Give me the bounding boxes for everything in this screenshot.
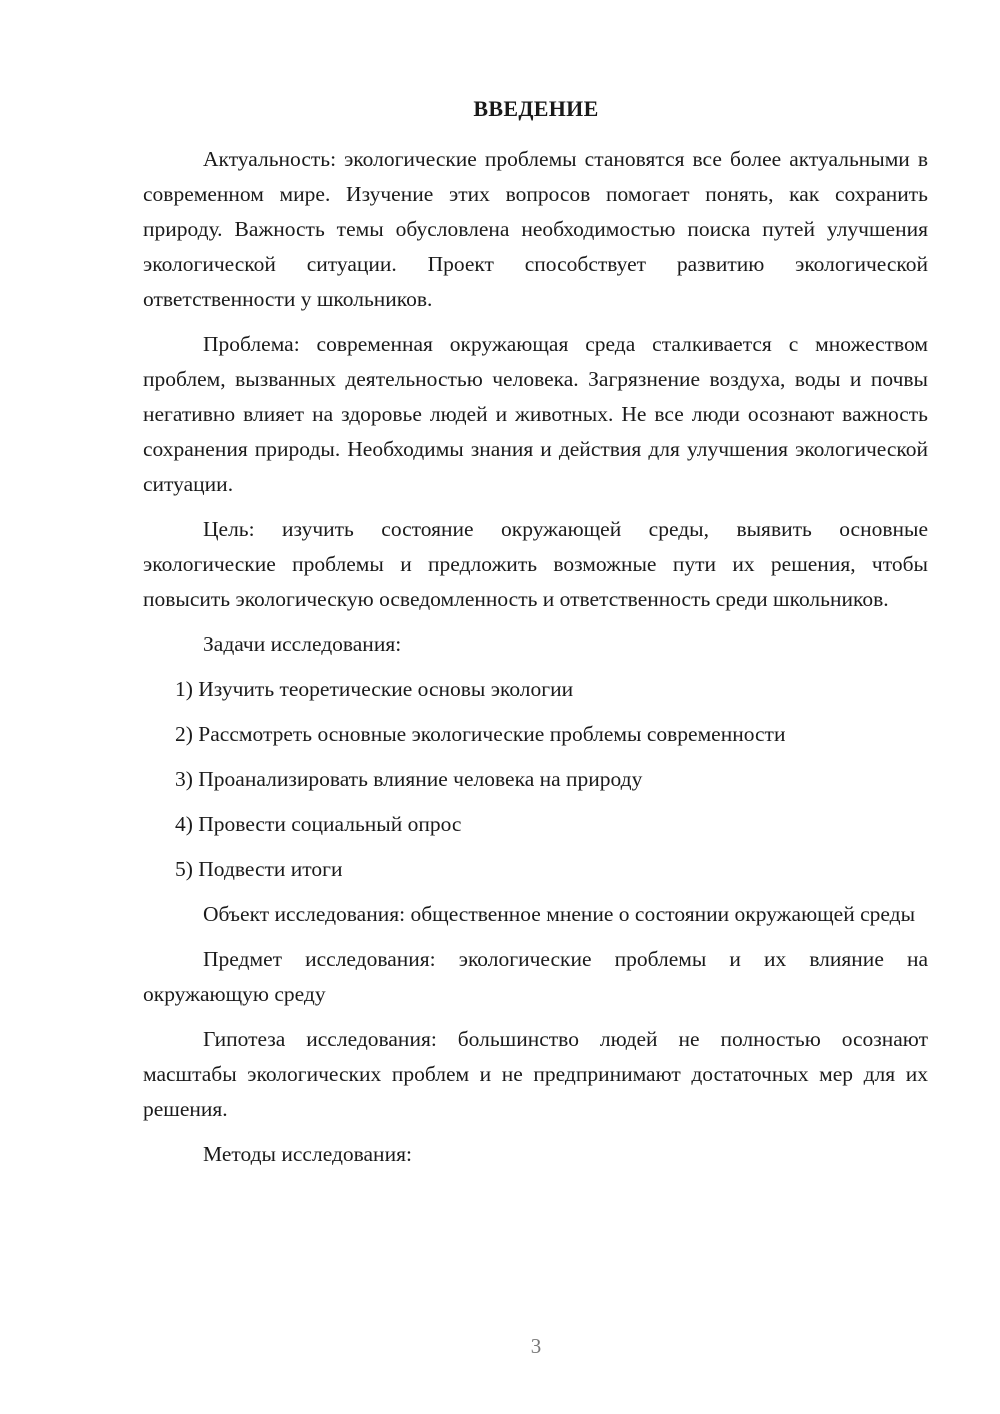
list-item: 2) Рассмотреть основные экологические проблемы современности bbox=[175, 722, 786, 746]
paragraph-problem: Проблема: современная окружающая среда сталкивается с множеством проблем, вызванных деятельностью человека. Загрязнение воздуха, воды и почвы негативно влияет на здоровье людей и животных. Не все люди осознают важность сохранения природы. Необходимы знания и действия для улучшения экологической ситуации. bbox=[143, 332, 928, 496]
list-item: 5) Подвести итоги bbox=[175, 857, 343, 881]
tasks-heading: Задачи исследования: bbox=[203, 632, 402, 656]
paragraph-hypothesis: Гипотеза исследования: большинство людей не полностью осознают масштабы экологических проблем и не предпринимают достаточных мер для их решения. bbox=[143, 1027, 928, 1121]
paragraph-subject: Предмет исследования: экологические проблемы и их влияние на окружающую среду bbox=[143, 947, 928, 1006]
document-body bbox=[143, 142, 928, 1182]
paragraph-goal: Цель: изучить состояние окружающей среды, выявить основные экологические проблемы и предложить возможные пути их решения, чтобы повысить экологическую осведомленность и ответственность среди школьников. bbox=[143, 517, 928, 611]
list-item: 4) Провести социальный опрос bbox=[175, 812, 462, 836]
page-number: 3 bbox=[530, 1334, 542, 1358]
tasks-list bbox=[143, 672, 928, 887]
list-item: 3) Проанализировать влияние человека на природу bbox=[175, 767, 643, 791]
methods-heading: Методы исследования: bbox=[203, 1142, 412, 1166]
section-heading: ВВЕДЕНИЕ bbox=[473, 96, 599, 121]
paragraph-relevance: Актуальность: экологические проблемы становятся все более актуальными в современном мире. Изучение этих вопросов помогает понять, как сохранить природу. Важность темы обусловлена необходимостью поиска путей улучшения экологической ситуации. Проект способствует развитию экологической ответственности у школьников. bbox=[143, 147, 928, 311]
paragraph-object: Объект исследования: общественное мнение о состоянии окружающей среды bbox=[203, 902, 916, 926]
list-item: 1) Изучить теоретические основы экологии bbox=[175, 677, 574, 701]
